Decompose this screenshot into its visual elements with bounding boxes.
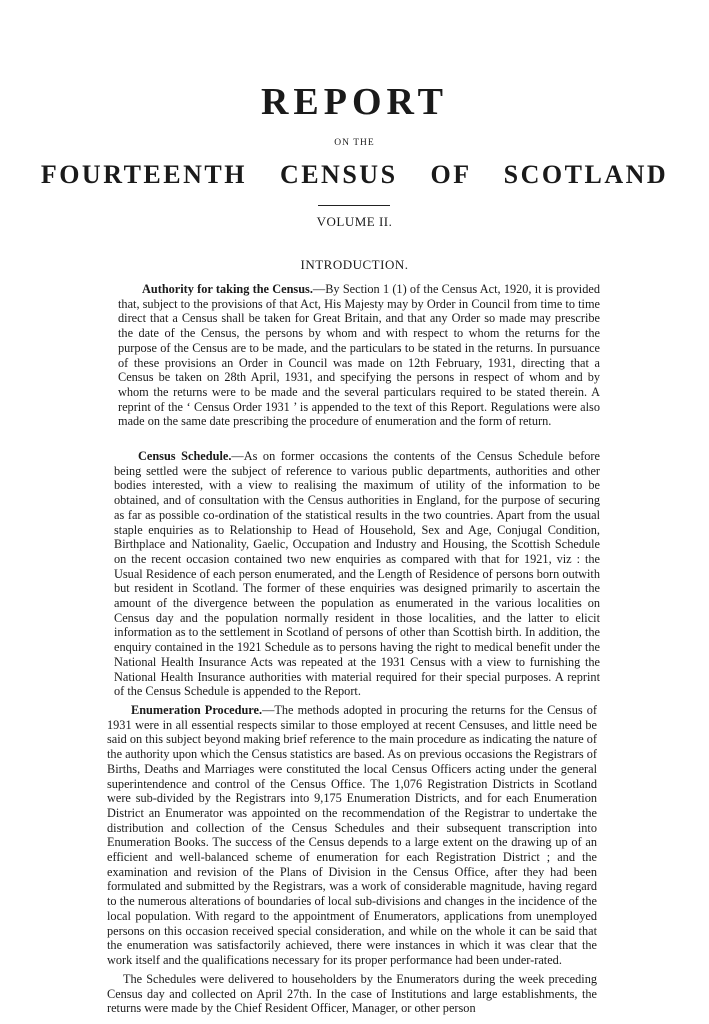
paragraph-census-schedule xyxy=(114,449,600,699)
paragraph-lead: Enumeration Procedure. xyxy=(131,703,263,717)
paragraph-schedules-delivery xyxy=(107,972,597,1016)
report-title: REPORT xyxy=(260,81,448,123)
introduction-heading: INTRODUCTION. xyxy=(300,257,409,272)
volume-label: VOLUME II. xyxy=(316,214,393,229)
title-rule xyxy=(318,205,390,206)
paragraph-lead: Authority for taking the Census. xyxy=(142,282,313,296)
paragraph-enumeration-procedure xyxy=(107,703,597,968)
paragraph-text: —By Section 1 (1) of the Census Act, 1920, it is provided that, subject to the provisions of that Act, His Majesty may by Order in Council from time to time direct that a Census shall be taken for Great Britain, and that any Order so made may prescribe the date of the Census, the persons by whom and with respect to whom the returns for the purpose of the Census are to be made, and the particulars to be stated in the returns. In pursuance of these provisions an Order in Council was made on 12th February, 1931, directing that a Census be taken on 28th April, 1931, and specifying the persons in respect of whom and by whom the returns were to be made and the several particulars required to be stated therein. A reprint of the ‘ Census Order 1931 ’ is appended to the text of this Report. Regulations were also made on the same date prescribing the procedure of enumeration and the form of return. xyxy=(118,282,600,429)
paragraph-text: —As on former occasions the contents of the Census Schedule before being settled were the subject of reference to various public departments, authorities and other bodies interested, with a view to realising the maximum of utility of the information to be obtained, and of consultation with the Census authorities in England, for the purpose of securing as far as possible co-ordination of the statistical results in the two countries. Apart from the usual staple enquiries as to Relationship to Head of Household, Sex and Age, Conjugal Condition, Birthplace and Nationality, Gaelic, Occupation and Industry and Housing, the Scottish Schedule on the recent occasion contained two new enquiries as compared with that for 1921, viz : the Usual Residence of each person enumerated, and the Length of Residence of persons born outwith but resident in Scotland. The former of these enquiries was designed primarily to ascertain the amount of the divergence between the population as enumerated in the various localities on Census day and the population normally resident in those localities, and the latter to elicit information as to the settlement in Scotland of persons of other than Scottish birth. In addition, the enquiry contained in the 1921 Schedule as to persons having the right to medical benefit under the National Health Insurance Acts was repeated at the 1931 Census with a view to furnishing the National Health Insurance authorities with material required for their special purposes. A reprint of the Census Schedule is appended to the Report. xyxy=(114,449,600,699)
paragraph-text: The Schedules were delivered to householders by the Enumerators during the week preceding Census day and collected on April 27th. In the case of Institutions and large establishments, the returns were made by the Chief Resident Officer, Manager, or other person xyxy=(107,972,597,1016)
paragraph-authority xyxy=(118,282,600,429)
census-subtitle: FOURTEENTH CENSUS OF SCOTLAND xyxy=(40,160,669,189)
paragraph-lead: Census Schedule. xyxy=(138,449,232,463)
paragraph-text: —The methods adopted in procuring the returns for the Census of 1931 were in all essential respects similar to those employed at recent Censuses, and little need be said on this subject beyond making brief reference to the main procedure as indicating the nature of the authority upon which the Census statistics are based. As on previous occasions the Registrars of Births, Deaths and Marriages were constituted the local Census Officers acting under the general superintendence and control of the Census Office. The 1,076 Registration Districts in Scotland were sub-divided by the Registrars into 9,175 Enumeration Districts, and for each Enumeration District an Enumerator was appointed on the recommendation of the Registrar to undertake the distribution and collection of the Census Schedules and their subsequent transcription into Enumeration Books. The success of the Census depends to a large extent on the drawing up of an efficient and well-balanced scheme of enumeration for each Registration District ; and the examination and revision of the Plans of Division in the Census Office, after they had been formulated and submitted by the Registrars, was a work of considerable magnitude, having regard to the numerous alterations of boundaries of local sub-divisions and changes in the incidence of the local population. With regard to the appointment of Enumerators, applications from unemployed persons on this occasion received special consideration, and while on the whole it can be said that the enumeration was satisfactorily achieved, there were instances in which it was clear that the work itself and the qualifications necessary for its proper performance had been under-rated. xyxy=(107,703,597,967)
on-the-label: ON THE xyxy=(334,138,375,148)
